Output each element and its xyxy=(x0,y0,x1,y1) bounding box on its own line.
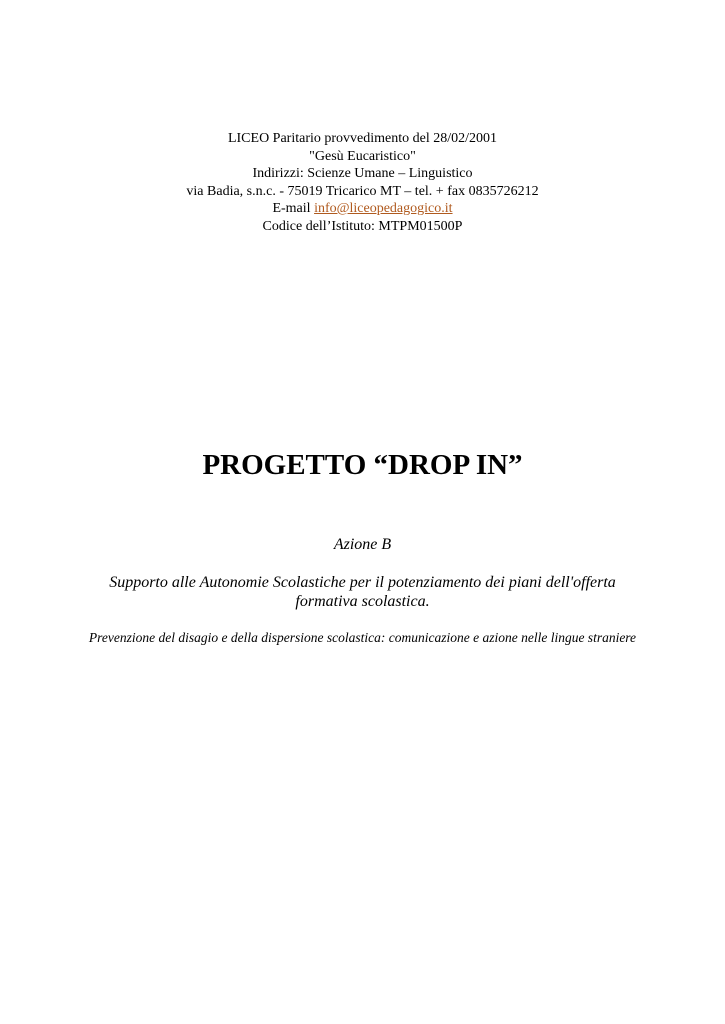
email-label: E-mail xyxy=(272,201,315,216)
email-link[interactable]: info@liceopedagogico.it xyxy=(314,201,453,216)
school-curricula-line: Indirizzi: Scienze Umane – Linguistico xyxy=(252,166,473,181)
school-address-line: via Badia, s.n.c. - 75019 Tricarico MT – tel. + fax 0835726212 xyxy=(186,183,539,199)
school-email-line xyxy=(0,200,725,218)
prevention-description: Prevenzione del disagio e della dispersione scolastica: comunicazione e azione nelle lingue straniere xyxy=(88,630,637,645)
project-title: PROGETTO “DROP IN” xyxy=(202,449,523,481)
action-label: Azione B xyxy=(333,536,392,553)
school-header xyxy=(0,130,725,235)
school-name-line: LICEO Paritario provvedimento del 28/02/2001 xyxy=(227,131,498,146)
school-code-line: Codice dell’Istituto: MTPM01500P xyxy=(262,218,463,234)
support-description: Supporto alle Autonomie Scolastiche per il potenziamento dei piani dell'offerta formativa scolastica. xyxy=(109,574,616,610)
school-subtitle-line: "Gesù Eucaristico" xyxy=(309,148,416,164)
